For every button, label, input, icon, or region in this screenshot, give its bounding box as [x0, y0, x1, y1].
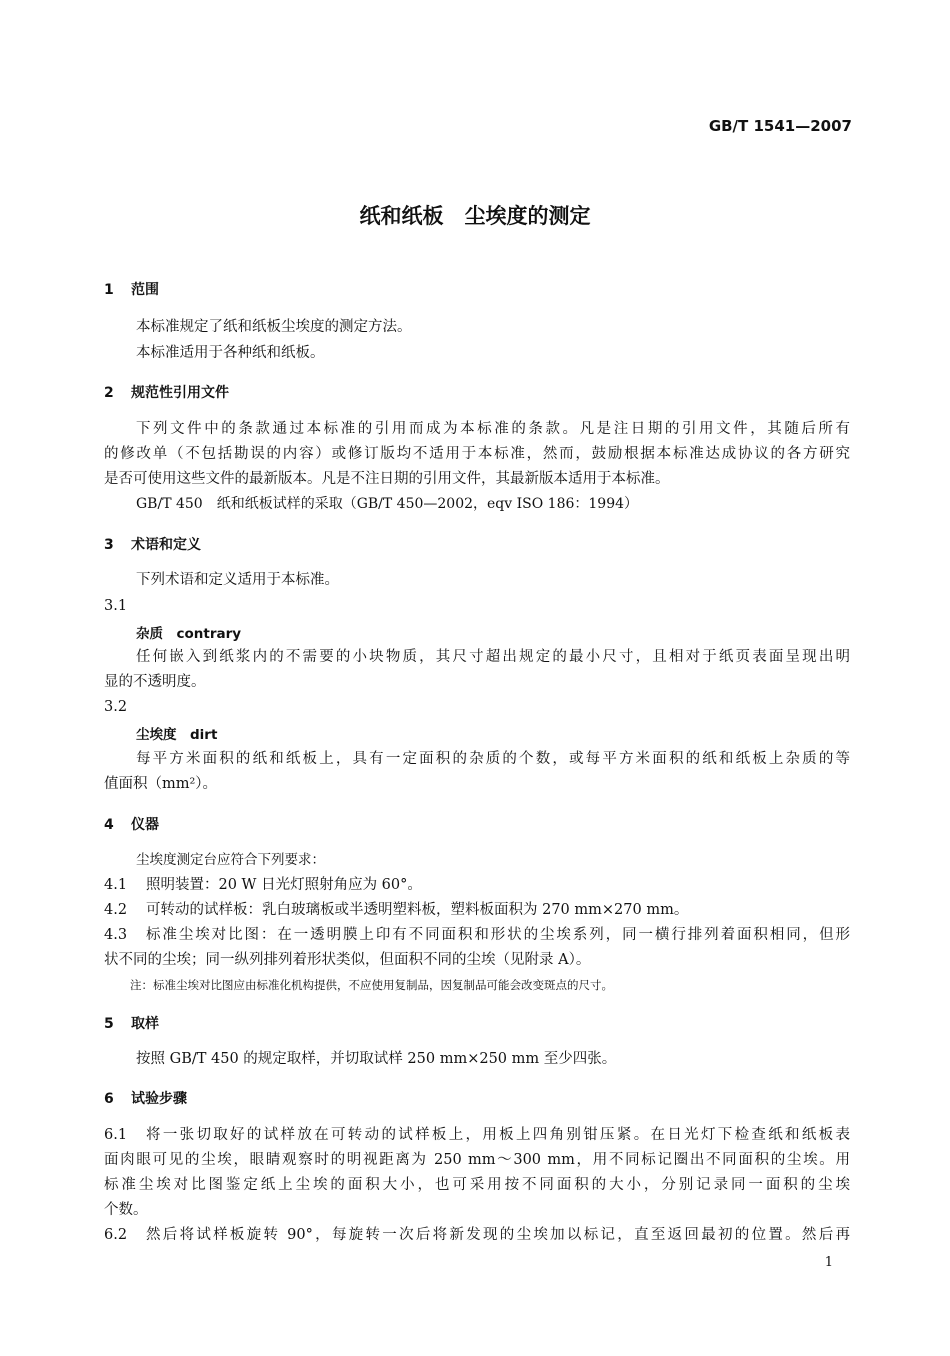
page-title: 纸和纸板 尘埃度的测定 — [359, 204, 591, 228]
paragraph-line: 下列文件中的条款通过本标准的引用而成为本标准的条款。凡是注日期的引用文件，其随后所有 — [136, 421, 850, 437]
section-title: 试验步骤 — [131, 1091, 187, 1107]
normative-reference: GB/T 450 纸和纸板试样的采取（GB/T 450—2002，eqv ISO 186：1994） — [136, 496, 639, 512]
clause-text: 标准尘埃对比图鉴定纸上尘埃的面积大小，也可采用按不同面积的大小，分别记录同一面积的尘埃 — [104, 1177, 850, 1193]
paragraph-line: 是否可使用这些文件的最新版本。凡是不注日期的引用文件，其最新版本适用于本标准。 — [104, 471, 670, 487]
section-2-heading — [104, 382, 229, 402]
section-6-heading — [104, 1088, 187, 1108]
definition-line: 每平方米面积的纸和纸板上，具有一定面积的杂质的个数，或每平方米面积的纸和纸板上杂质的等 — [136, 751, 850, 767]
definition-line: 显的不透明度。 — [104, 674, 206, 690]
definition-line: 值面积（mm²）。 — [104, 776, 218, 792]
section-number: 3 — [104, 537, 114, 553]
clause-number: 6.1 — [104, 1127, 128, 1143]
clause-text: 然后将试样板旋转 90°，每旋转一次后将新发现的尘埃加以标记，直至返回最初的位置。然后再 — [146, 1227, 850, 1243]
definition-line: 任何嵌入到纸浆内的不需要的小块物质，其尺寸超出规定的最小尺寸，且相对于纸页表面呈现出明 — [136, 649, 850, 665]
section-5-heading — [104, 1013, 159, 1033]
term-heading: 杂质 contrary — [136, 626, 242, 642]
clause-text: 状不同的尘埃；同一纵列排列着形状类似，但面积不同的尘埃（见附录 A）。 — [104, 952, 591, 968]
section-1-heading — [104, 279, 159, 299]
note: 注：标准尘埃对比图应由标准化机构提供，不应使用复制品，因复制品可能会改变斑点的尺寸。 — [130, 978, 613, 992]
paragraph: 本标准适用于各种纸和纸板。 — [136, 345, 325, 361]
paragraph: 尘埃度测定台应符合下列要求： — [136, 852, 325, 868]
paragraph: 本标准规定了纸和纸板尘埃度的测定方法。 — [136, 319, 412, 335]
clause-number: 4.3 — [104, 927, 128, 943]
section-number: 4 — [104, 817, 114, 833]
section-number: 5 — [104, 1016, 114, 1032]
section-number: 1 — [104, 282, 114, 298]
clause-text: 标准尘埃对比图：在一透明膜上印有不同面积和形状的尘埃系列，同一横行排列着面积相同，但形 — [146, 927, 850, 943]
section-title: 术语和定义 — [131, 537, 201, 553]
clause-text: 将一张切取好的试样放在可转动的试样板上，用板上四角别钳压紧。在日光灯下检查纸和纸板表 — [146, 1127, 850, 1143]
section-title: 范围 — [131, 282, 159, 298]
clause-text: 面肉眼可见的尘埃，眼睛观察时的明视距离为 250 mm～300 mm，用不同标记圈出不同面积的尘埃。用 — [104, 1152, 850, 1168]
paragraph-line: 的修改单（不包括勘误的内容）或修订版均不适用于本标准，然而，鼓励根据本标准达成协议的各方研究 — [104, 446, 850, 462]
term-heading: 尘埃度 dirt — [136, 727, 218, 743]
page-number: 1 — [824, 1255, 833, 1270]
section-title: 仪器 — [131, 817, 159, 833]
section-3-heading — [104, 534, 201, 554]
section-title: 规范性引用文件 — [131, 385, 229, 401]
paragraph: 下列术语和定义适用于本标准。 — [136, 572, 339, 588]
section-4-heading — [104, 814, 159, 834]
clause-number: 4.2 — [104, 902, 128, 918]
section-number: 2 — [104, 385, 114, 401]
clause-text: 个数。 — [104, 1202, 148, 1218]
clause-number: 6.2 — [104, 1227, 128, 1243]
paragraph: 按照 GB/T 450 的规定取样，并切取试样 250 mm×250 mm 至少四张。 — [136, 1051, 617, 1067]
clause-number: 4.1 — [104, 877, 128, 893]
standard-number: GB/T 1541—2007 — [708, 117, 852, 135]
clause-number: 3.1 — [104, 598, 128, 614]
section-title: 取样 — [131, 1016, 159, 1032]
section-number: 6 — [104, 1091, 114, 1107]
clause-number: 3.2 — [104, 699, 128, 715]
clause-text: 可转动的试样板：乳白玻璃板或半透明塑料板，塑料板面积为 270 mm×270 mm。 — [146, 902, 689, 918]
clause-text: 照明装置：20 W 日光灯照射角应为 60°。 — [146, 877, 422, 893]
